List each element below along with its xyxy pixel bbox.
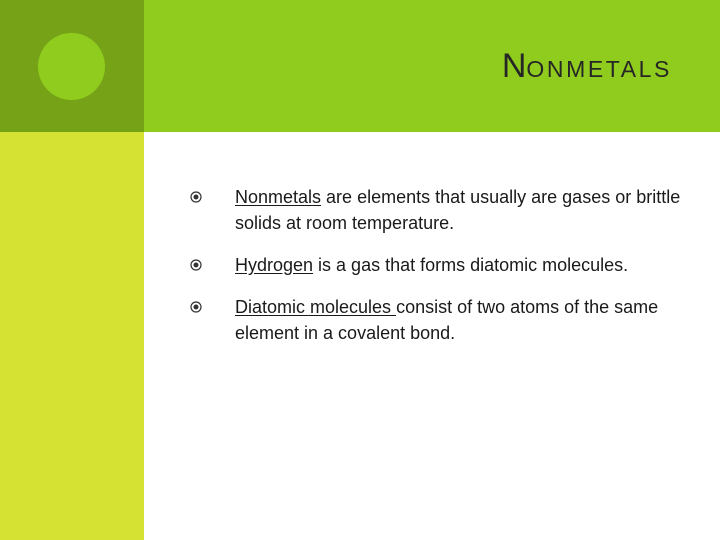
- bullet-item: [190, 184, 690, 236]
- title-initial: N: [501, 47, 527, 85]
- bullet-term: Diatomic molecules: [235, 297, 397, 317]
- bullet-text: consist of two atoms of the same element in a covalent bond.: [235, 297, 659, 343]
- decorative-circle: [38, 33, 105, 100]
- circle-bullet-icon: [190, 259, 202, 271]
- title-rest: ONMETALS: [526, 56, 672, 82]
- bullet-text: is a gas that forms diatomic molecules.: [313, 255, 629, 275]
- bullet-list: [190, 184, 690, 362]
- bullet-item: [190, 252, 690, 278]
- circle-bullet-icon: [190, 191, 202, 203]
- bullet-item: [190, 294, 690, 346]
- bullet-term: Nonmetals: [235, 187, 322, 207]
- slide-title: [502, 46, 672, 89]
- bullet-term: Hydrogen: [235, 255, 314, 275]
- bullet-text: are elements that usually are gases or brittle solids at room temperature.: [235, 187, 681, 233]
- left-band: [0, 132, 144, 540]
- circle-bullet-icon: [190, 301, 202, 313]
